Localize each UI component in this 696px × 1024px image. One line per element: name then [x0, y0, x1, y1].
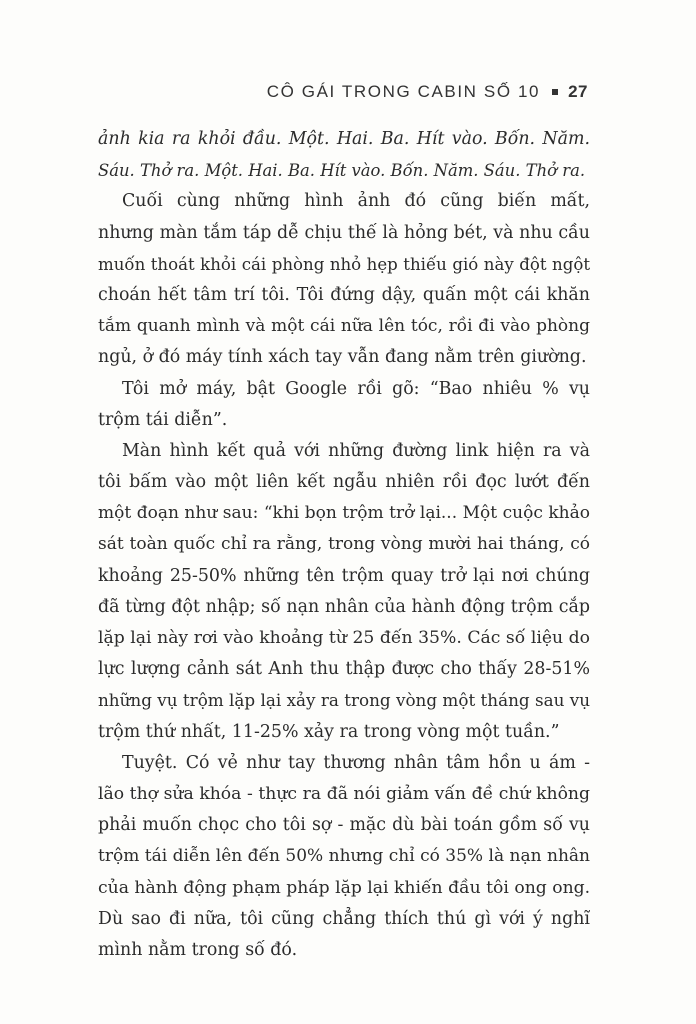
text-line: tắm quanh mình và một cái nữa lên tóc, rồi đi vào phòng — [98, 316, 590, 337]
text-line: nhưng màn tắm táp dễ chịu thế là hỏng bét, và nhu cầu — [98, 222, 590, 243]
page-number: 27 — [568, 82, 588, 101]
paragraph — [98, 436, 590, 748]
paragraph — [98, 374, 590, 436]
text-line: lão thợ sửa khóa - thực ra đã nói giảm vấn đề chứ không — [98, 783, 590, 804]
text-line: tôi bấm vào một liên kết ngẫu nhiên rồi đọc lướt đến — [98, 472, 590, 493]
body-text — [98, 124, 590, 966]
text-line: Dù sao đi nữa, tôi cũng chẳng thích thú gì với ý nghĩ — [98, 908, 590, 929]
running-header — [267, 82, 588, 102]
text-line: sát toàn quốc chỉ ra rằng, trong vòng mười hai tháng, có — [98, 534, 590, 555]
text-line: trộm tái diễn”. — [98, 409, 228, 430]
text-line: những vụ trộm lặp lại xảy ra trong vòng một tháng sau vụ — [98, 690, 591, 711]
text-line: Sáu. Thở ra. Một. Hai. Ba. Hít vào. Bốn. Năm. Sáu. Thở ra. — [98, 161, 586, 181]
text-line: một đoạn như sau: “khi bọn trộm trở lại... Một cuộc khảo — [98, 503, 590, 524]
text-line: lực lượng cảnh sát Anh thu thập được cho thấy 28-51% — [98, 659, 590, 680]
text-line: Tuyệt. Có vẻ như tay thương nhân tâm hồn u ám - — [122, 752, 590, 773]
text-line: Cuối cùng những hình ảnh đó cũng biến mất, — [122, 191, 590, 212]
text-line: ngủ, ở đó máy tính xách tay vẫn đang nằm trên giường. — [98, 347, 587, 368]
text-line: của hành động phạm pháp lặp lại khiến đầu tôi ong ong. — [98, 877, 591, 898]
text-line: ảnh kia ra khỏi đầu. Một. Hai. Ba. Hít vào. Bốn. Năm. — [98, 129, 590, 149]
text-line: trộm thứ nhất, 11-25% xảy ra trong vòng một tuần.” — [98, 721, 560, 742]
text-line: choán hết tâm trí tôi. Tôi đứng dậy, quấn một cái khăn — [98, 284, 590, 305]
text-line: muốn thoát khỏi cái phòng nhỏ hẹp thiếu gió này đột ngột — [98, 254, 590, 274]
text-line: phải muốn chọc cho tôi sợ - mặc dù bài toán gồm số vụ — [98, 815, 590, 836]
text-line: Tôi mở máy, bật Google rồi gõ: “Bao nhiêu % vụ — [122, 378, 590, 399]
text-line: mình nằm trong số đó. — [98, 939, 298, 960]
separator-square-icon — [552, 89, 558, 95]
text-line: khoảng 25-50% những tên trộm quay trở lại nơi chúng — [98, 565, 590, 586]
paragraph — [98, 186, 590, 373]
text-line: đã từng đột nhập; số nạn nhân của hành động trộm cắp — [98, 596, 590, 617]
chapter-title: CÔ GÁI TRONG CABIN SỐ 10 — [266, 82, 541, 101]
paragraph — [98, 124, 590, 186]
text-line: Màn hình kết quả với những đường link hiện ra và — [122, 440, 590, 461]
paragraph — [98, 748, 590, 966]
text-line: lặp lại này rơi vào khoảng từ 25 đến 35%. Các số liệu do — [98, 628, 590, 648]
text-line: trộm tái diễn lên đến 50% nhưng chỉ có 35% là nạn nhân — [98, 846, 590, 867]
